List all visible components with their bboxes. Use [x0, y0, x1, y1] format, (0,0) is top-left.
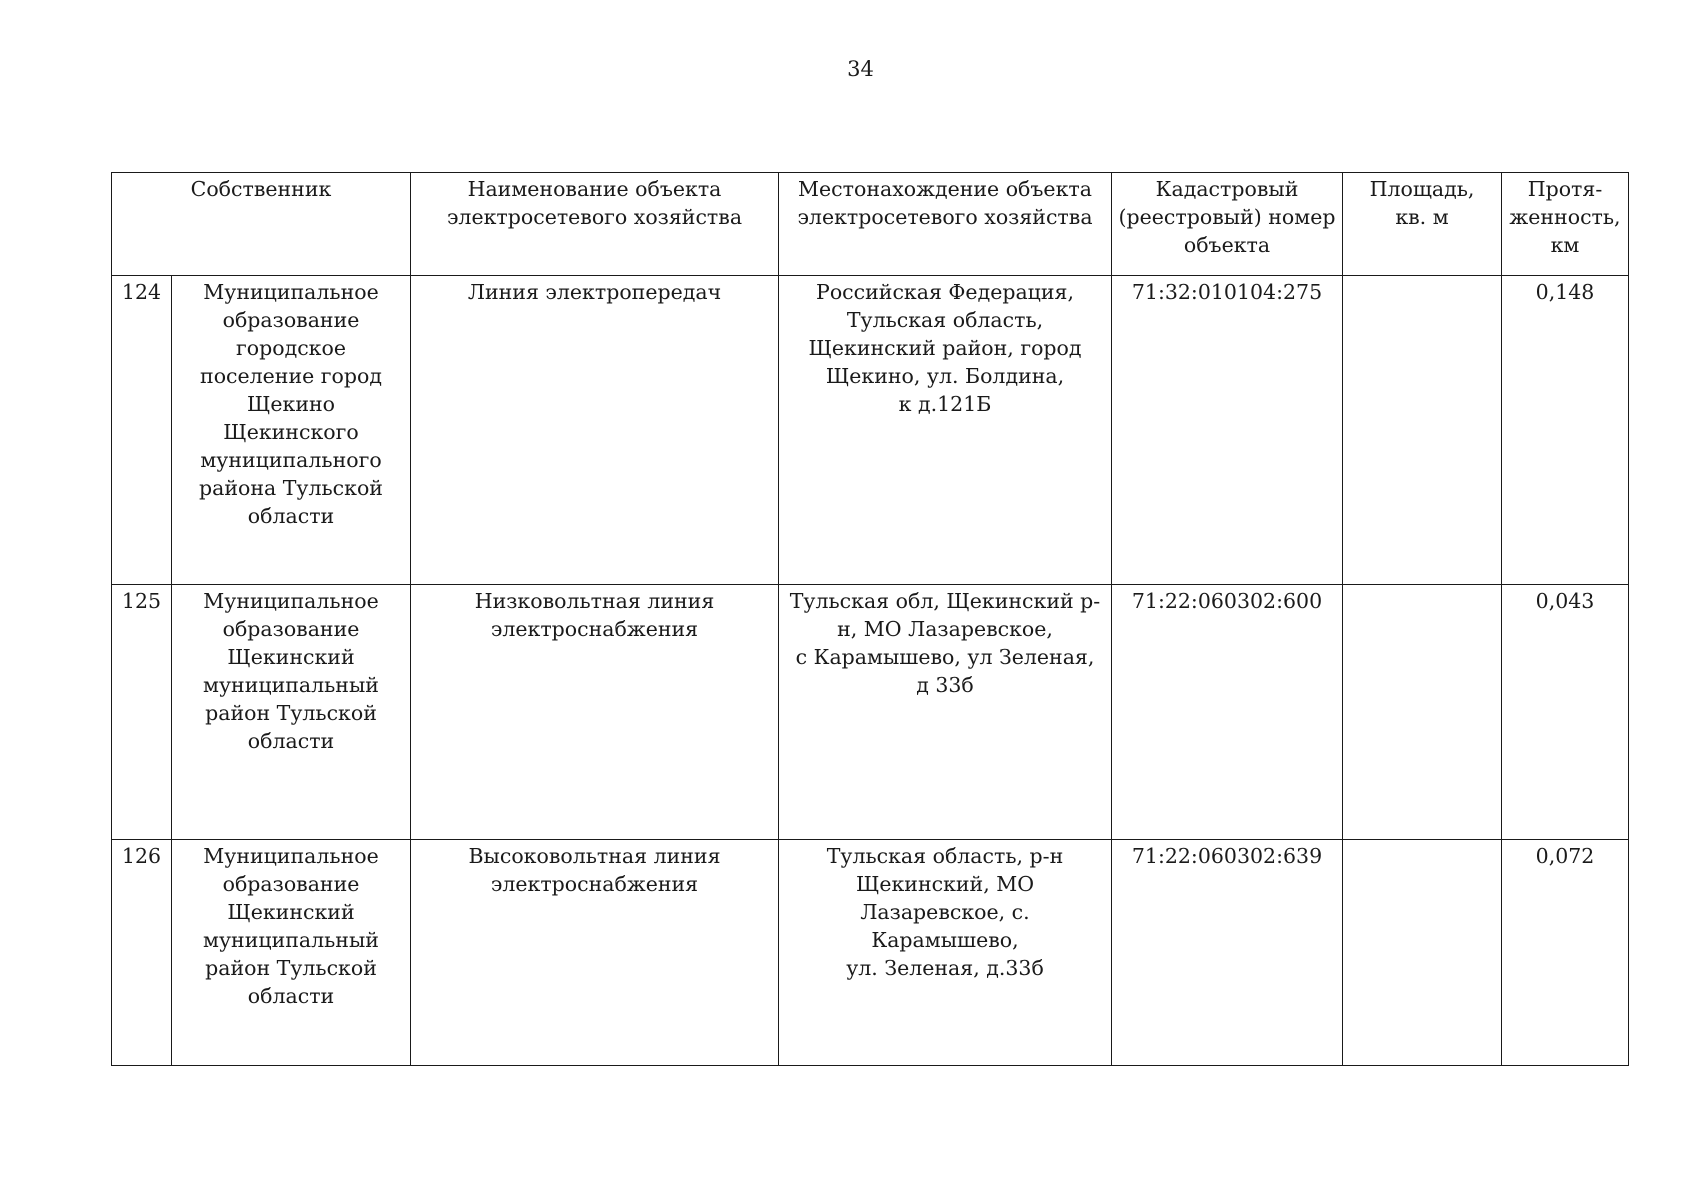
owner-cell [172, 276, 411, 585]
length-cell: 0,043 [1502, 585, 1629, 840]
cell-text-line: Щекино, ул. Болдина, [825, 364, 1065, 388]
cell-text-line: Щекинский, МО [855, 872, 1035, 896]
cell-text-line: муниципального [200, 448, 382, 472]
cell-text-line: Низковольтная линия [474, 589, 715, 613]
cell-text-line: район Тульской [205, 701, 377, 725]
cell-text-line: Щекинский [227, 900, 355, 924]
object-name-cell [411, 585, 779, 840]
table-row [112, 585, 1629, 840]
row-number: 124 [112, 276, 172, 585]
length-cell: 0,148 [1502, 276, 1629, 585]
header-length [1502, 173, 1629, 276]
cell-text-line: Щекинский [227, 645, 355, 669]
cell-text-line: объекта [1183, 233, 1271, 257]
cadastral-cell: 71:22:060302:600 [1112, 585, 1343, 840]
cell-text-line: Площадь, [1369, 177, 1475, 201]
cell-text-line: городское [236, 336, 346, 360]
header-object-location [779, 173, 1112, 276]
header-owner [112, 173, 411, 276]
object-name-cell [411, 840, 779, 1066]
electric-grid-objects-table [111, 172, 1629, 1066]
cell-text-line: Кадастровый [1155, 177, 1299, 201]
cell-text-line: ул. Зеленая, д.33б [846, 956, 1044, 980]
cell-text-line: муниципальный [203, 673, 379, 697]
cell-text-line: муниципальный [203, 928, 379, 952]
cell-text-line: Тульская область, [846, 308, 1044, 332]
header-object-name [411, 173, 779, 276]
table-header-row [112, 173, 1629, 276]
cell-text-line: поселение город [200, 364, 382, 388]
cell-text-line: Лазаревское, с. Карамышево, [860, 900, 1030, 952]
cell-text-line: Щекино [246, 392, 335, 416]
cell-text-line: электросетевого хозяйства [797, 205, 1093, 229]
cell-text-line: Щекинского [223, 420, 359, 444]
cell-text-line: Протя- [1527, 177, 1603, 201]
row-number: 126 [112, 840, 172, 1066]
cell-text-line: женность, [1509, 205, 1621, 229]
area-cell [1343, 585, 1502, 840]
cell-text-line: д 33б [916, 673, 974, 697]
cell-text-line: Тульская область, р-н [826, 844, 1064, 868]
cell-text-line: Муниципальное [203, 844, 379, 868]
area-cell [1343, 840, 1502, 1066]
cell-text-line: области [247, 984, 335, 1008]
cell-text-line: электросетевого хозяйства [446, 205, 743, 229]
cell-text-line: Муниципальное [203, 280, 379, 304]
table-row [112, 276, 1629, 585]
owner-cell [172, 585, 411, 840]
cell-text-line: области [247, 729, 335, 753]
object-name-cell [411, 276, 779, 585]
location-cell [779, 276, 1112, 585]
cell-text-line: район Тульской [205, 956, 377, 980]
cell-text-line: Наименование объекта [467, 177, 722, 201]
cell-text-line: образование [222, 617, 360, 641]
cell-text-line: района Тульской [199, 476, 383, 500]
cell-text-line: Собственник [190, 177, 332, 201]
cell-text-line: Линия электропередач [467, 280, 722, 304]
cell-text-line: к д.121Б [898, 392, 992, 416]
cell-text-line: Щекинский район, город [808, 336, 1082, 360]
cell-text-line: Местонахождение объекта [798, 177, 1092, 201]
table-row [112, 840, 1629, 1066]
cell-text-line: электроснабжения [490, 617, 699, 641]
cell-text-line: области [247, 504, 335, 528]
cell-text-line: с Карамышево, ул Зеленая, [795, 645, 1095, 669]
header-area [1343, 173, 1502, 276]
row-number: 125 [112, 585, 172, 840]
cell-text-line: (реестровый) номер [1118, 205, 1336, 229]
cell-text-line: Высоковольтная линия [468, 844, 721, 868]
cell-text-line: Российская Федерация, [816, 280, 1074, 304]
area-cell [1343, 276, 1502, 585]
cell-text-line: Тульская обл, Щекинский р- [789, 589, 1101, 613]
cell-text-line: кв. м [1395, 205, 1449, 229]
cell-text-line: Муниципальное [203, 589, 379, 613]
cell-text-line: образование [222, 308, 360, 332]
location-cell [779, 585, 1112, 840]
cell-text-line: н, МО Лазаревское, [837, 617, 1053, 641]
cell-text-line: км [1550, 233, 1580, 257]
location-cell [779, 840, 1112, 1066]
cell-text-line: образование [222, 872, 360, 896]
owner-cell [172, 840, 411, 1066]
page-number: 34 [847, 57, 874, 81]
cadastral-cell: 71:32:010104:275 [1112, 276, 1343, 585]
cadastral-cell: 71:22:060302:639 [1112, 840, 1343, 1066]
header-cadastral-number [1112, 173, 1343, 276]
cell-text-line: электроснабжения [490, 872, 699, 896]
length-cell: 0,072 [1502, 840, 1629, 1066]
